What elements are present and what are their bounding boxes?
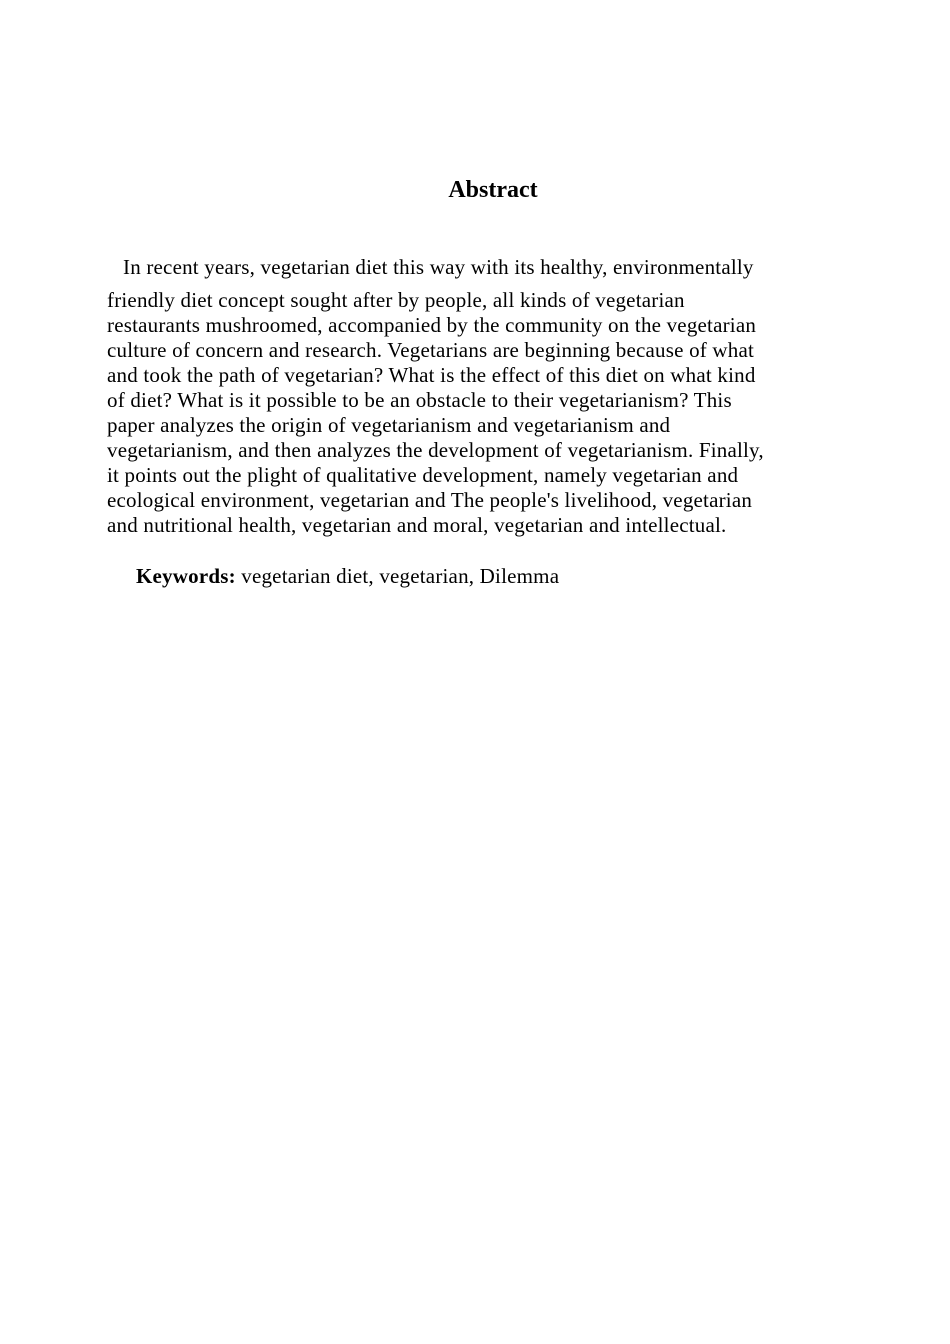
keywords-line	[136, 562, 559, 590]
abstract-body-line: paper analyzes the origin of vegetarianism and vegetarianism and	[107, 413, 671, 437]
abstract-body-line: friendly diet concept sought after by people, all kinds of vegetarian	[107, 288, 685, 312]
abstract-body-line: it points out the plight of qualitative development, namely vegetarian and	[107, 463, 739, 487]
abstract-body-line: culture of concern and research. Vegetarians are beginning because of what	[107, 338, 755, 362]
abstract-body-line: of diet? What is it possible to be an obstacle to their vegetarianism? This	[107, 388, 732, 412]
abstract-first-line: In recent years, vegetarian diet this way with its healthy, environmentally	[123, 255, 754, 279]
abstract-title: Abstract	[448, 177, 538, 203]
abstract-body-line: restaurants mushroomed, accompanied by the community on the vegetarian	[107, 313, 757, 337]
keywords-value: vegetarian diet, vegetarian, Dilemma	[235, 564, 560, 588]
abstract-body-line: and nutritional health, vegetarian and moral, vegetarian and intellectual.	[107, 513, 727, 537]
keywords-label: Keywords:	[136, 564, 236, 588]
abstract-body	[107, 288, 857, 538]
abstract-body-line: and took the path of vegetarian? What is the effect of this diet on what kind	[107, 363, 756, 387]
abstract-body-line: ecological environment, vegetarian and The people's livelihood, vegetarian	[107, 488, 753, 512]
abstract-body-line: vegetarianism, and then analyzes the development of vegetarianism. Finally,	[107, 438, 764, 462]
